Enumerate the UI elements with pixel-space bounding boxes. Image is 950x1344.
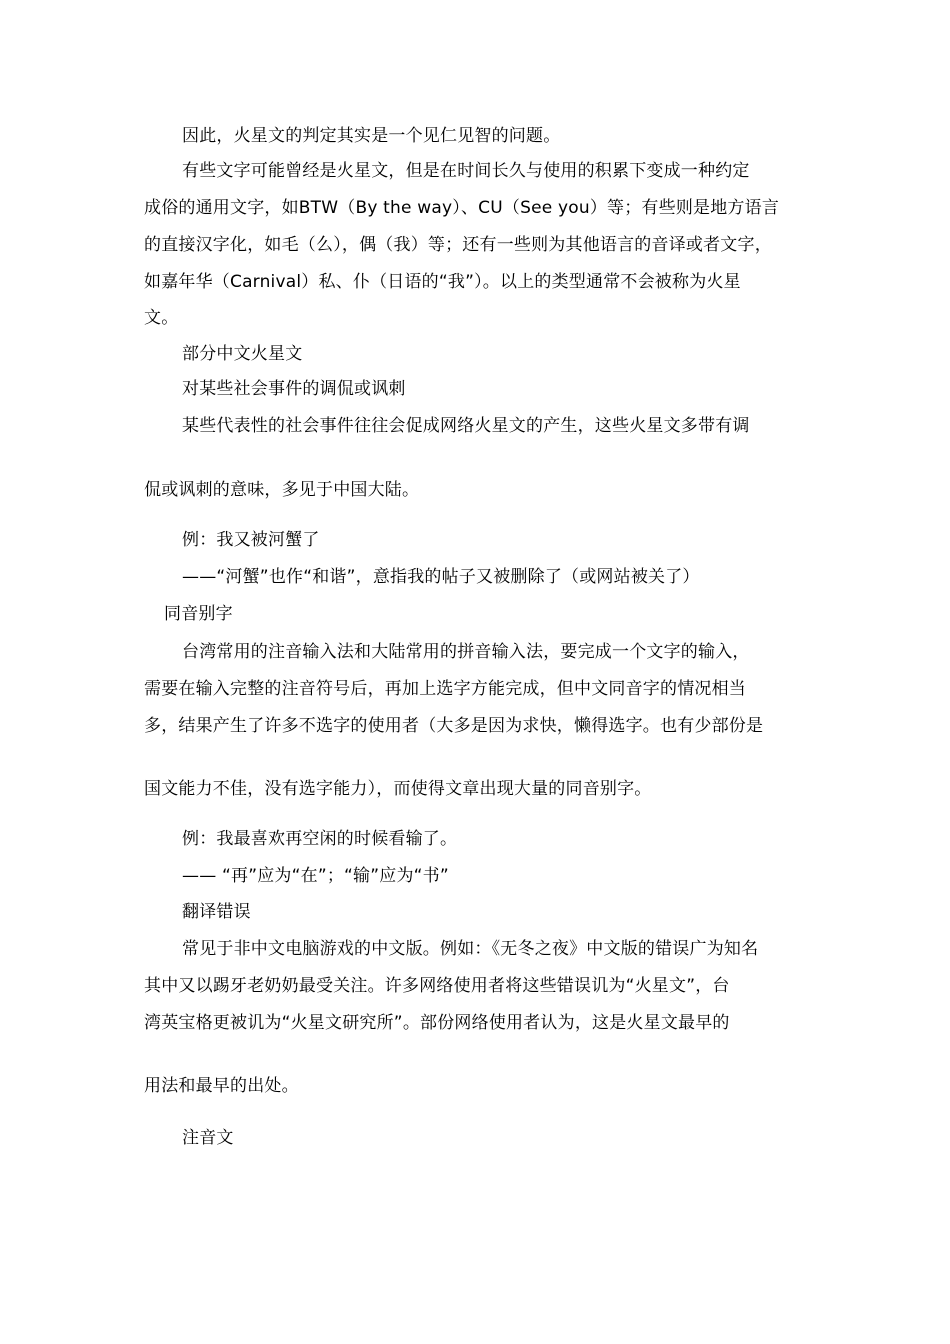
paragraph-line: 如嘉年华（Carnival）私、仆（日语的“我”）。以上的类型通常不会被称为火星 (144, 272, 741, 292)
paragraph-line: 侃或讽刺的意味，多见于中国大陆。 (144, 480, 420, 500)
paragraph-line: 台湾常用的注音输入法和大陆常用的拼音输入法，要完成一个文字的输入， (182, 642, 750, 662)
paragraph-line: 成俗的通用文字，如BTW（By the way）、CU（See you）等；有些则是地方语言 (144, 198, 780, 218)
paragraph-line: 因此，火星文的判定其实是一个见仁见智的问题。 (182, 126, 561, 146)
example-line: 例：我又被河蟹了 (182, 530, 320, 550)
subsection-heading: 注音文 (182, 1128, 234, 1148)
paragraph-line: 其中又以踢牙老奶奶最受关注。许多网络使用者将这些错误讥为“火星文”，台 (144, 976, 730, 996)
paragraph-line: 某些代表性的社会事件往往会促成网络火星文的产生，这些火星文多带有调 (182, 416, 750, 436)
subsection-heading: 翻译错误 (182, 902, 251, 922)
paragraph-line: 常见于非中文电脑游戏的中文版。例如：《无冬之夜》中文版的错误广为知名 (182, 939, 759, 959)
section-heading: 部分中文火星文 (182, 344, 303, 364)
paragraph-line: 湾英宝格更被讥为“火星文研究所”。部份网络使用者认为，这是火星文最早的 (144, 1013, 730, 1033)
subsection-heading: 同音别字 (164, 604, 233, 624)
paragraph-line: 国文能力不佳，没有选字能力），而使得文章出现大量的同音别字。 (144, 779, 652, 799)
paragraph-line: 用法和最早的出处。 (144, 1076, 299, 1096)
paragraph-line: 需要在输入完整的注音符号后，再加上选字方能完成，但中文同音字的情况相当 (144, 679, 746, 699)
subsection-heading: 对某些社会事件的调侃或讽刺 (182, 379, 406, 399)
example-note: ——“河蟹”也作“和谐”，意指我的帖子又被删除了（或网站被关了） (182, 567, 700, 587)
paragraph-line: 有些文字可能曾经是火星文，但是在时间长久与使用的积累下变成一种约定 (182, 161, 750, 181)
example-note: —— “再”应为“在”；“输”应为“书” (182, 866, 449, 886)
paragraph-line: 的直接汉字化，如毛（么），偶（我）等；还有一些则为其他语言的音译或者文字， (144, 235, 772, 255)
example-line: 例：我最喜欢再空闲的时候看输了。 (182, 829, 458, 849)
paragraph-line: 多，结果产生了许多不选字的使用者（大多是因为求快，懒得选字。也有少部份是 (144, 716, 764, 736)
paragraph-line: 文。 (144, 308, 179, 328)
